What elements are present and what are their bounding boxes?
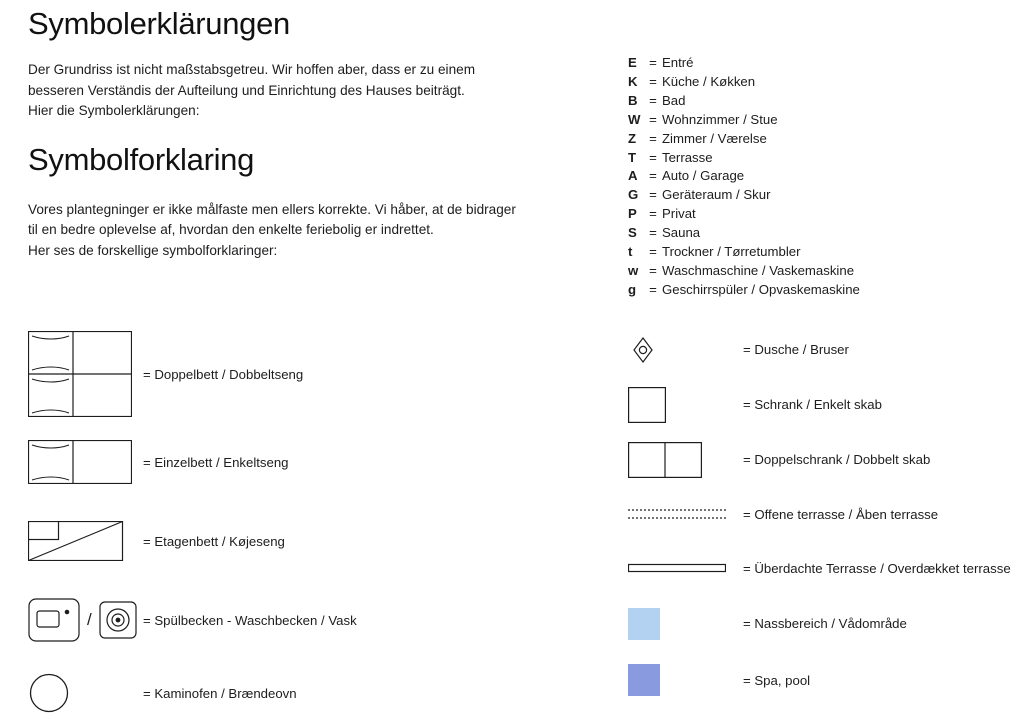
legend-label-fireplace: = Kaminofen / Brændeovn bbox=[143, 685, 297, 701]
legend-label-wardrobe-double: = Doppelschrank / Dobbelt skab bbox=[743, 452, 931, 467]
abbreviation-key: W bbox=[628, 111, 641, 127]
abbreviation-value: Bad bbox=[662, 92, 686, 108]
abbreviation-key: E bbox=[628, 55, 637, 70]
legend-label-bunk-bed: = Etagenbett / Køjeseng bbox=[143, 533, 285, 549]
abbreviation-value: Entré bbox=[662, 55, 694, 70]
intro-de-line2: besseren Verständis der Aufteilung und Einrichtung des Hauses beiträgt. bbox=[28, 82, 465, 98]
legend-label-open-terrace: = Offene terrasse / Åben terrasse bbox=[743, 506, 939, 522]
page-title-da: Symbolforklaring bbox=[28, 141, 255, 177]
symbol-legend-left bbox=[28, 326, 608, 724]
abbreviation-equals: = bbox=[649, 168, 657, 184]
abbreviation-equals: = bbox=[649, 130, 657, 146]
wet-room-swatch-icon bbox=[628, 608, 743, 640]
legend-row-wardrobe-double bbox=[628, 432, 1024, 487]
intro-da-line1: Vores plantegninger er ikke målfaste men ellers korrekte. Vi håber, at de bidrager bbox=[28, 201, 516, 217]
abbreviation-value: Sauna bbox=[662, 225, 701, 241]
abbreviation-key: P bbox=[628, 206, 637, 222]
shower-icon bbox=[628, 335, 743, 365]
left-column bbox=[28, 0, 608, 261]
symbol-legend-right bbox=[628, 322, 1024, 708]
legend-row-sink bbox=[28, 580, 608, 660]
abbreviation-equals: = bbox=[649, 206, 657, 222]
abbreviation-row bbox=[628, 149, 1008, 168]
abbreviation-equals: = bbox=[649, 111, 657, 127]
sink-separator: / bbox=[87, 610, 92, 629]
wardrobe-single-icon bbox=[628, 387, 743, 423]
abbreviation-key: A bbox=[628, 168, 638, 184]
abbreviation-equals: = bbox=[649, 73, 657, 89]
abbreviation-value: Terrasse bbox=[662, 149, 713, 165]
abbreviation-value: Geschirrspüler / Opvaskemaskine bbox=[662, 281, 860, 297]
abbreviation-row bbox=[628, 262, 1008, 281]
intro-paragraph-de bbox=[28, 60, 568, 122]
abbreviation-row bbox=[628, 54, 1008, 73]
abbreviation-list bbox=[628, 54, 1008, 300]
abbreviation-equals: = bbox=[649, 244, 657, 260]
abbreviation-key: t bbox=[628, 244, 633, 260]
legend-row-fireplace bbox=[28, 660, 608, 724]
abbreviation-equals: = bbox=[649, 149, 657, 165]
legend-row-double-bed bbox=[28, 326, 608, 422]
abbreviation-key: G bbox=[628, 187, 639, 203]
legend-label-shower: = Dusche / Bruser bbox=[743, 342, 849, 357]
fireplace-stove-icon bbox=[28, 672, 143, 714]
abbreviation-row bbox=[628, 73, 1008, 92]
double-bed-icon bbox=[28, 331, 143, 417]
abbreviation-equals: = bbox=[649, 92, 657, 108]
abbreviation-equals: = bbox=[649, 281, 657, 297]
legend-label-single-bed: = Einzelbett / Enkeltseng bbox=[143, 454, 289, 470]
legend-label-sink: = Spülbecken - Waschbecken / Vask bbox=[143, 612, 357, 628]
legend-row-single-bed bbox=[28, 422, 608, 502]
sink-basin-icon bbox=[28, 598, 143, 642]
abbreviation-key: B bbox=[628, 92, 638, 108]
abbreviation-value: Küche / Køkken bbox=[662, 73, 756, 89]
legend-label-spa-pool: = Spa, pool bbox=[743, 672, 811, 688]
legend-row-spa-pool bbox=[628, 652, 1024, 708]
abbreviation-row bbox=[628, 167, 1008, 186]
covered-terrace-icon bbox=[628, 562, 743, 574]
abbreviation-key: Z bbox=[628, 130, 637, 146]
abbreviation-equals: = bbox=[649, 55, 657, 70]
abbreviation-key: K bbox=[628, 73, 638, 89]
bunk-bed-icon bbox=[28, 521, 143, 561]
abbreviation-row bbox=[628, 186, 1008, 205]
intro-paragraph-da bbox=[28, 200, 568, 262]
abbreviation-equals: = bbox=[649, 225, 657, 241]
abbreviation-key: T bbox=[628, 149, 637, 165]
abbreviation-value: Privat bbox=[662, 206, 696, 222]
abbreviation-row bbox=[628, 205, 1008, 224]
abbreviation-value: Waschmaschine / Vaskemaskine bbox=[662, 262, 855, 278]
intro-de-line3: Hier die Symbolerklärungen: bbox=[28, 103, 200, 118]
legend-row-shower bbox=[628, 322, 1024, 377]
abbreviation-value: Trockner / Tørretumbler bbox=[662, 244, 801, 260]
intro-da-line2: til en bedre oplevelse af, hvordan den enkelte feriebolig er indrettet. bbox=[28, 222, 434, 237]
abbreviation-row bbox=[628, 130, 1008, 149]
legend-row-open-terrace bbox=[628, 487, 1024, 541]
legend-label-covered-terrace: = Überdachte Terrasse / Overdækket terrasse bbox=[743, 560, 1011, 576]
legend-label-wet-room: = Nassbereich / Vådområde bbox=[743, 616, 907, 631]
abbreviation-row bbox=[628, 111, 1008, 130]
abbreviation-row bbox=[628, 243, 1008, 262]
legend-label-double-bed: = Doppelbett / Dobbeltseng bbox=[143, 366, 304, 382]
abbreviation-row bbox=[628, 224, 1008, 243]
abbreviation-row bbox=[628, 281, 1008, 300]
abbreviation-key: g bbox=[628, 281, 637, 297]
legend-row-wet-room bbox=[628, 595, 1024, 652]
legend-label-wardrobe-single: = Schrank / Enkelt skab bbox=[743, 397, 882, 412]
legend-row-bunk-bed bbox=[28, 502, 608, 580]
abbreviation-value: Wohnzimmer / Stue bbox=[662, 111, 778, 127]
spa-pool-swatch-icon bbox=[628, 664, 743, 696]
abbreviation-row bbox=[628, 92, 1008, 111]
abbreviation-key: w bbox=[628, 262, 639, 278]
single-bed-icon bbox=[28, 440, 143, 484]
abbreviation-value: Zimmer / Værelse bbox=[662, 130, 767, 146]
intro-de-line1: Der Grundriss ist nicht maßstabsgetreu. Wir hoffen aber, dass er zu einem bbox=[28, 62, 476, 77]
page-title-de: Symbolerklärungen bbox=[28, 6, 290, 41]
intro-da-line3: Her ses de forskellige symbolforklaringer: bbox=[28, 242, 278, 258]
abbreviation-value: Auto / Garage bbox=[662, 168, 745, 184]
abbreviation-value: Geräteraum / Skur bbox=[662, 187, 771, 203]
abbreviation-key: S bbox=[628, 225, 637, 241]
abbreviation-equals: = bbox=[649, 262, 657, 278]
legend-row-covered-terrace bbox=[628, 541, 1024, 595]
open-terrace-icon bbox=[628, 507, 743, 521]
abbreviation-equals: = bbox=[649, 187, 657, 203]
legend-row-wardrobe-single bbox=[628, 377, 1024, 432]
wardrobe-double-icon bbox=[628, 442, 743, 478]
